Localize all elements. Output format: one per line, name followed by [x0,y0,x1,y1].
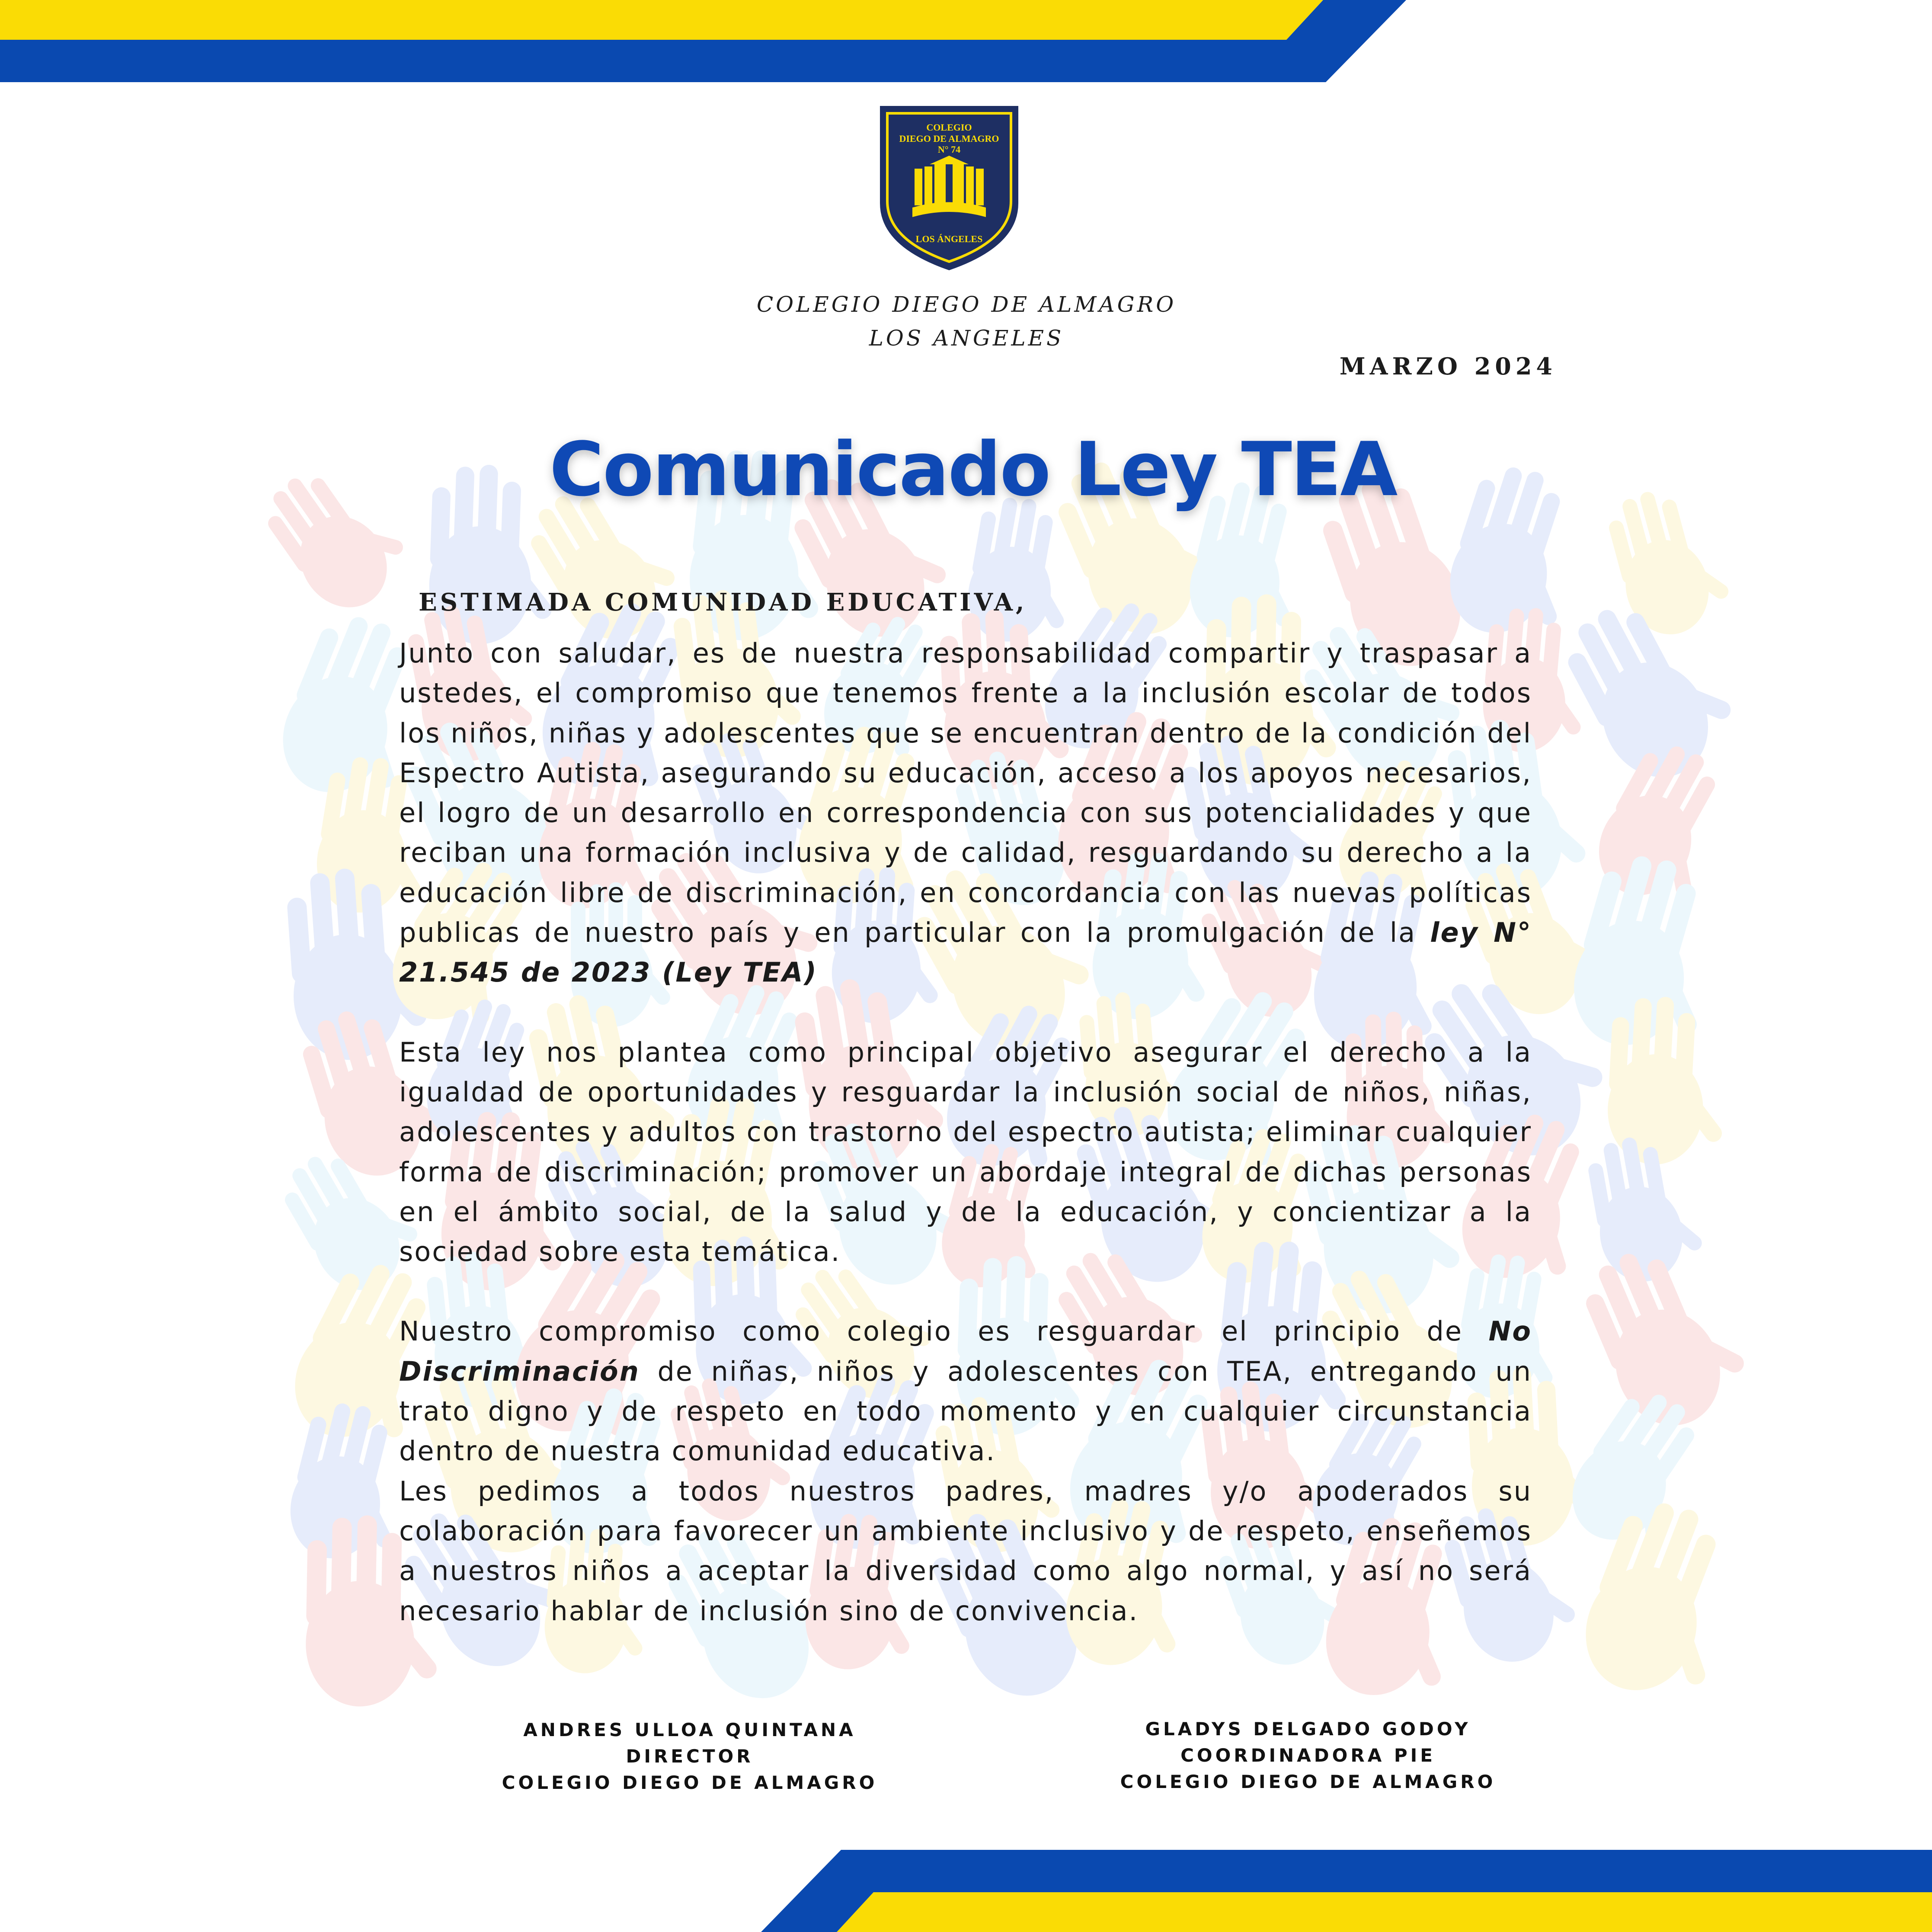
page-title: Comunicado Ley TEA [549,426,1397,513]
hand-shape [1584,1128,1710,1288]
no-discrimination-emphasis: No Discriminación [399,1315,1532,1387]
document-date: MARZO 2024 [1339,352,1557,380]
paragraph-intro: Junto con saludar, es de nuestra responsabilidad compartir y traspasar a ustedes, el compromiso que tenemos frente a la inclusión escolar de todos los niños, niñas y adolescentes que se encuentran dentro de la condición del Espectro Autista, asegurando su educación, acceso a los apoyos necesarios, el logro de un desarrollo en correspondencia con sus potencialidades y que reciban una formación inclusiva y de calidad, resguardando su derecho a la educación libre de discriminación, en concordancia con las nuevas políticas publicas de nuestro país y en particular con la promulgación de la ley N° 21.545 de 2023 (Ley TEA) [399,637,1532,988]
salutation: ESTIMADA COMUNIDAD EDUCATIVA, [419,588,1027,617]
signature-org: COLEGIO DIEGO DE ALMAGRO [1120,1771,1496,1792]
school-city-line: LOS ANGELES [869,326,1064,351]
school-name-line: COLEGIO DIEGO DE ALMAGRO [756,292,1177,317]
paragraph-law-objective: Esta ley nos plantea como principal objetivo asegurar el derecho a la igualdad de oportunidades y resguardar la inclusión social de niños, niñas, adolescentes y adultos con trastorno del espectro autista; eliminar cualquier forma de discriminación; promover un abordaje integral de dichas personas en el ámbito social, de la salud y de la educación, y concientizar a la sociedad sobre esta temática. [399,1036,1532,1268]
crest-text-bottom: LOS ÁNGELES [915,234,983,244]
crest-text-line2: DIEGO DE ALMAGRO [899,133,999,144]
signature-role: DIRECTOR [626,1746,754,1767]
hand-shape [1603,477,1739,644]
signature-role: COORDINADORA PIE [1180,1745,1436,1766]
school-name-header [675,288,1258,355]
bottom-yellow-stripe [837,1892,1932,1932]
paragraph-commitment: Nuestro compromiso como colegio es resguardar el principio de No Discriminación de niñas, niños y adolescentes con TEA, entregando un trato digno y de respeto en todo momento y en cualquier circunstancia dentro de nuestra comunidad educativa. [399,1315,1532,1467]
signature-coordinator [1070,1716,1546,1795]
signature-director [452,1717,928,1796]
paragraph-request: Les pedimos a todos nuestros padres, madres y/o apoderados su colaboración para favorecer un ambiente inclusivo y de respeto, enseñemos a nuestros niños a aceptar la diversidad como algo normal, y así no será necesario hablar de inclusión sino de convivencia. [399,1475,1532,1627]
signature-name: GLADYS DELGADO GODOY [1145,1718,1471,1740]
signature-name: ANDRES ULLOA QUINTANA [523,1719,856,1740]
crest-text-line3: N° 74 [937,144,961,155]
crest-text-line1: COLEGIO [926,122,972,133]
signature-org: COLEGIO DIEGO DE ALMAGRO [502,1772,878,1793]
law-reference: ley N° 21.545 de 2023 (Ley TEA) [399,917,1532,988]
bottom-color-band [0,1846,1932,1932]
letter-body [399,633,1532,1631]
school-crest-logo [878,104,1020,272]
